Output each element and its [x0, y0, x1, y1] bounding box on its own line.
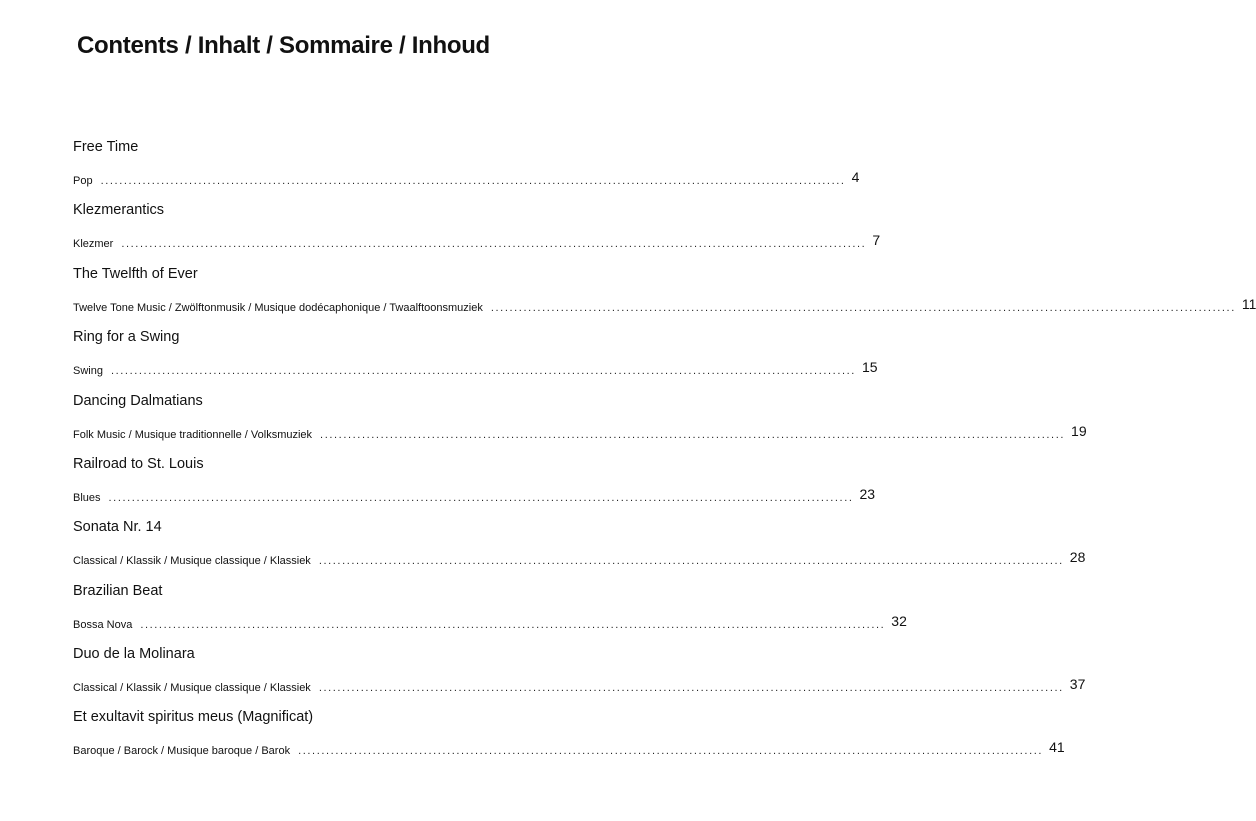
- entry-genre: Bossa Nova: [73, 619, 133, 631]
- toc-entry[interactable]: [0, 327, 878, 387]
- entry-detail-line: [73, 296, 1256, 315]
- entry-title[interactable]: Duo de la Molinara: [73, 646, 195, 662]
- entry-page-number[interactable]: 41: [1049, 739, 1065, 755]
- entry-title[interactable]: Railroad to St. Louis: [73, 456, 204, 472]
- entry-detail-line: [73, 486, 876, 505]
- entry-page-number[interactable]: 4: [851, 169, 860, 185]
- entry-genre: Classical / Klassik / Musique classique / Klassiek: [73, 682, 311, 694]
- dot-leader: ................................................................................................................................................................: [108, 492, 854, 504]
- page-title: Contents / Inhalt / Sommaire / Inhoud: [77, 32, 490, 59]
- entry-detail-line: [73, 423, 1087, 442]
- entry-title[interactable]: Brazilian Beat: [73, 583, 163, 599]
- entry-detail-line: [73, 169, 860, 188]
- entry-page-number[interactable]: 11: [1241, 296, 1256, 312]
- entry-title[interactable]: Sonata Nr. 14: [73, 519, 162, 535]
- dot-leader: ................................................................................................................................................................: [298, 745, 1044, 757]
- toc-entry[interactable]: [0, 137, 860, 197]
- toc-entry[interactable]: [0, 644, 1086, 704]
- entry-page-number[interactable]: 37: [1069, 676, 1086, 692]
- dot-leader: ................................................................................................................................................................: [110, 365, 856, 377]
- entry-detail-line: [73, 232, 881, 251]
- entry-genre: Pop: [73, 175, 93, 187]
- entry-page-number[interactable]: 32: [891, 613, 907, 629]
- entry-page-number[interactable]: 28: [1069, 549, 1086, 565]
- dot-leader: ................................................................................................................................................................: [100, 175, 846, 187]
- entry-genre: Twelve Tone Music / Zwölftonmusik / Musique dodécaphonique / Twaalftoonsmuziek: [73, 302, 483, 314]
- entry-detail-line: [73, 739, 1065, 758]
- toc-entry[interactable]: [0, 391, 1087, 451]
- entry-page-number[interactable]: 19: [1071, 423, 1087, 439]
- toc-entry[interactable]: [0, 264, 1256, 324]
- entry-detail-line: [73, 676, 1086, 695]
- entry-title[interactable]: The Twelfth of Ever: [73, 266, 198, 282]
- dot-leader: ................................................................................................................................................................: [318, 555, 1064, 567]
- toc-entry[interactable]: [0, 454, 876, 514]
- entry-genre: Classical / Klassik / Musique classique / Klassiek: [73, 555, 311, 567]
- dot-leader: ................................................................................................................................................................: [140, 619, 886, 631]
- entry-genre: Swing: [73, 365, 103, 377]
- dot-leader: ................................................................................................................................................................: [318, 682, 1064, 694]
- entry-page-number[interactable]: 15: [861, 359, 878, 375]
- entry-title[interactable]: Free Time: [73, 139, 139, 155]
- dot-leader: ................................................................................................................................................................: [490, 302, 1236, 314]
- entry-detail-line: [73, 359, 878, 378]
- entry-title[interactable]: Dancing Dalmatians: [73, 393, 203, 409]
- dot-leader: ................................................................................................................................................................: [320, 429, 1066, 441]
- entry-title[interactable]: Klezmerantics: [73, 202, 165, 218]
- entry-genre: Baroque / Barock / Musique baroque / Barok: [73, 745, 291, 757]
- entry-title[interactable]: Ring for a Swing: [73, 329, 180, 345]
- toc-entry[interactable]: [0, 517, 1086, 577]
- entry-page-number[interactable]: 7: [872, 232, 881, 248]
- toc-entry[interactable]: [0, 200, 881, 260]
- entry-genre: Klezmer: [73, 238, 114, 250]
- entry-page-number[interactable]: 23: [859, 486, 876, 502]
- entry-genre: Blues: [73, 492, 101, 504]
- toc-entry[interactable]: [0, 707, 1065, 767]
- entry-genre: Folk Music / Musique traditionnelle / Volksmuziek: [73, 429, 313, 441]
- entry-detail-line: [73, 613, 907, 632]
- entry-detail-line: [73, 549, 1086, 568]
- entry-title[interactable]: Et exultavit spiritus meus (Magnificat): [73, 709, 314, 725]
- dot-leader: ................................................................................................................................................................: [121, 238, 867, 250]
- toc-entry[interactable]: [0, 581, 907, 641]
